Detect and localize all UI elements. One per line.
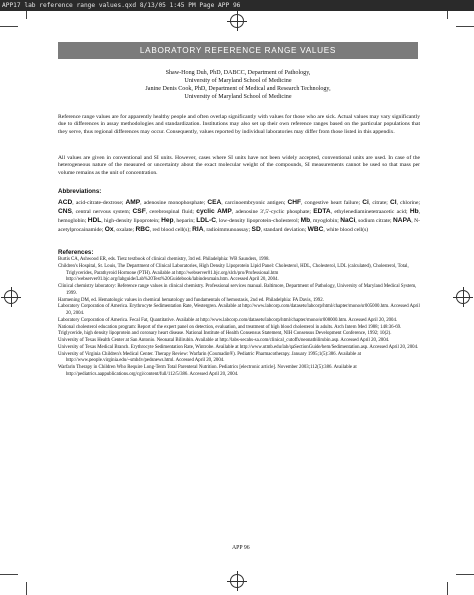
abbreviation-entry: AMP, adenosine monophosphate; bbox=[125, 199, 208, 206]
reference-item: Laboratory Corporation of America. Erythrocyte Sedimentation Rate, Westergren. Available at http://www.labcorp.com/datasets/labcorp/html/chapter/mono/sr005000.htm. Accessed April 20, 2004. bbox=[58, 304, 420, 316]
abbreviation-entry: ACD, acid-citrate-dextrose; bbox=[58, 199, 126, 206]
author-line: University of Maryland School of Medicine bbox=[184, 94, 292, 101]
registration-mark-left bbox=[4, 290, 18, 304]
reference-item: University of Texas Health Center at San Antonio. Neonatal Bilirubin. Available at http://labs-secahs-sa.com/clinical_cutoffs/neonatbilirubin.asp. Accessed April 20, 2004. bbox=[58, 338, 390, 343]
crop-mark-bottom-left-h bbox=[0, 574, 18, 575]
abbreviation-entry: SD, standard deviation; bbox=[251, 225, 308, 233]
reference-item: Triglyceride, high density lipoprotein and coronary heart disease. National Institute of Health Consensus Statement, NIH Consensus Development Conference, 1992; 10(2). bbox=[58, 331, 392, 337]
abbreviation-entry: RIA, radioimmunoassay; bbox=[192, 225, 252, 233]
reference-item: University of Virginia Children's Medical Center. Therapy Review: Warfarin (Coumadin®). Pediatric Pharmacotherapy. January 1995;1(5):386. Available at http://www.people.virginia.edu/~smb4v/pedsnews.html. Accessed April 20, 2004. bbox=[58, 351, 361, 364]
crop-mark-top-left-v bbox=[26, 11, 27, 19]
crop-mark-bottom-left-v bbox=[26, 582, 27, 595]
reference-item: Warfarin Therapy in Children Who Require Long-Term Total Parenteral Nutrition. Pediatrics [electronic article]. November 2003;112(5):386. Available at http://pediatrics.aappublications.org/cgi/content/full/112/5/386. Accessed April 20, 2004. bbox=[58, 365, 357, 377]
author-block bbox=[58, 69, 418, 101]
page-number: APP 96 bbox=[232, 545, 250, 551]
intro-paragraph: Reference range values are for apparently healthy people and often overlap significantly with values for those who are sick. Actual values may vary significantly due to differences in assay methodologies and standardization. Institutions may also set up their own reference ranges based on the particular populations that they serve, thus regional differences may occur. Consequently, values reported by individual laboratories may differ from those listed in this appendix. bbox=[58, 114, 420, 135]
reference-item: Clinical chemistry laboratory: Reference range values in clinical chemistry. Professional services manual. Baltimore, Department of Pathology, University of Maryland Medical System, 1999. bbox=[58, 284, 417, 296]
references-heading: References: bbox=[58, 249, 94, 256]
abbreviation-entry: NaCi, sodium citrate; bbox=[340, 216, 394, 224]
units-paragraph: All values are given in conventional and SI units. However, cases where SI units have not been widely accepted, conventional units are used. In case of the heterogeneous nature of the measured or uncertainty about the exact molecular weight of the compounds, SI measurements cannot be used so that mass per volume remains as the unit of concentration. bbox=[58, 155, 420, 176]
abbreviation-entry: Mb, myoglobin; bbox=[300, 216, 341, 224]
reference-item: Laboratory Corporation of America. Fecal Fat, Quantitative. Available at http://www.labcorp.com/datasets/labcorp/html/chapter/mono/sr008000.htm. Accessed April 20, 2004. bbox=[58, 317, 398, 323]
reference-item: University of Texas Medical Branch. Erythrocyte Sedimentation Rate, Wintrobe. Available at http://www.utmb.edu/lab/qaSectionGuide/hem/Sedimentation.asp. Accessed April 20, 2004. bbox=[58, 344, 419, 350]
registration-mark-right bbox=[456, 290, 470, 304]
crop-mark-top-right-v bbox=[447, 11, 448, 19]
abbreviation-entry: Cl, chlorine; bbox=[390, 199, 421, 206]
abbreviation-entry: Ox, oxalate; bbox=[104, 225, 136, 233]
abbreviation-entry: cyclic AMP, adenosine 3',5'-cyclic phosphate; bbox=[196, 207, 314, 215]
abbreviation-entry: WBC, white blood cell(s) bbox=[307, 225, 369, 233]
abbreviations-heading: Abbreviations: bbox=[58, 188, 102, 195]
reference-item: Children's Hospital, St. Louis, The Department of Clinical Laboratories, High Density Lipoprotein Lipid Panel: Cholesterol, HDL, Cholesterol, LDL (calculated), Cholesterol, Total, Triglycerides, Parathyroid Hormone (PTH). Available at http://webserver01.bjc.org/slch/pro/Professional.htm http://webserver01.bjc.org/labguide/Lab%20Test%20Guidebook/labindexmain.htm. Accessed April 20, 2004. bbox=[58, 263, 409, 283]
abbreviation-entry: EDTA, ethylenediaminetetraacetic acid; bbox=[313, 207, 410, 215]
crop-mark-top-right-h bbox=[456, 26, 474, 27]
abbreviation-entry: CNS, central nervous system; bbox=[58, 207, 133, 215]
abbreviation-entry: NAPA, N-acetylprocainamide; bbox=[58, 216, 420, 233]
registration-mark-bottom bbox=[230, 574, 244, 588]
reference-item: National cholesterol education program: Report of the expert panel on detection, evaluation, and treatment of high blood cholesterol in adults. Arch Intern Med 1988; 148:36-69. bbox=[58, 324, 402, 330]
abbreviation-entry: Hep, heparin; bbox=[161, 216, 197, 224]
reference-item: Harmening DM, ed. Hematologic values in chemical hematology and fundamentals of hemostasis, 2nd ed. Philadelphia: FA Davis, 1992. bbox=[58, 297, 324, 303]
abbreviation-entry: LDL-C, low-density lipoprotein-cholesterol; bbox=[196, 216, 301, 224]
abbreviation-entry: Ci, citrate; bbox=[362, 199, 390, 206]
abbreviation-entry: CHF, congestive heart failure; bbox=[287, 199, 363, 206]
reference-item: Burtis CA, Ashwood ER, eds. Tietz textbook of clinical chemistry, 3rd ed. Philadelphia: WB Saunders, 1998. bbox=[58, 257, 270, 262]
page-title-banner: LABORATORY REFERENCE RANGE VALUES bbox=[58, 42, 418, 59]
author-line: Janine Denis Cook, PhD, Department of Medical and Research Technology, bbox=[145, 86, 331, 93]
abbreviation-entry: Hb, hemoglobin; bbox=[58, 207, 421, 224]
registration-mark-top bbox=[230, 14, 244, 28]
crop-mark-bottom-right-h bbox=[456, 574, 474, 575]
author-line: Shaw-Hong Duh, PhD, DABCC, Department of Pathology, bbox=[165, 70, 311, 76]
references-list bbox=[58, 257, 424, 379]
crop-mark-bottom-right-v bbox=[447, 582, 448, 595]
abbreviation-entry: HDL, high-density lipoprotein; bbox=[87, 216, 162, 224]
abbreviation-entry: RBC, red blood cell(s); bbox=[135, 225, 193, 233]
abbreviations-list bbox=[58, 199, 420, 235]
abbreviation-entry: CSF, cerebrospinal fluid; bbox=[132, 207, 197, 215]
print-slug-line: APP17 lab reference range values.qxd 8/13/05 1:45 PM Page APP 96 bbox=[0, 0, 474, 11]
abbreviation-entry: CEA, carcinoembryonic antigen; bbox=[207, 199, 288, 206]
crop-mark-top-left-h bbox=[0, 26, 18, 27]
author-line: University of Maryland School of Medicine bbox=[184, 78, 292, 85]
